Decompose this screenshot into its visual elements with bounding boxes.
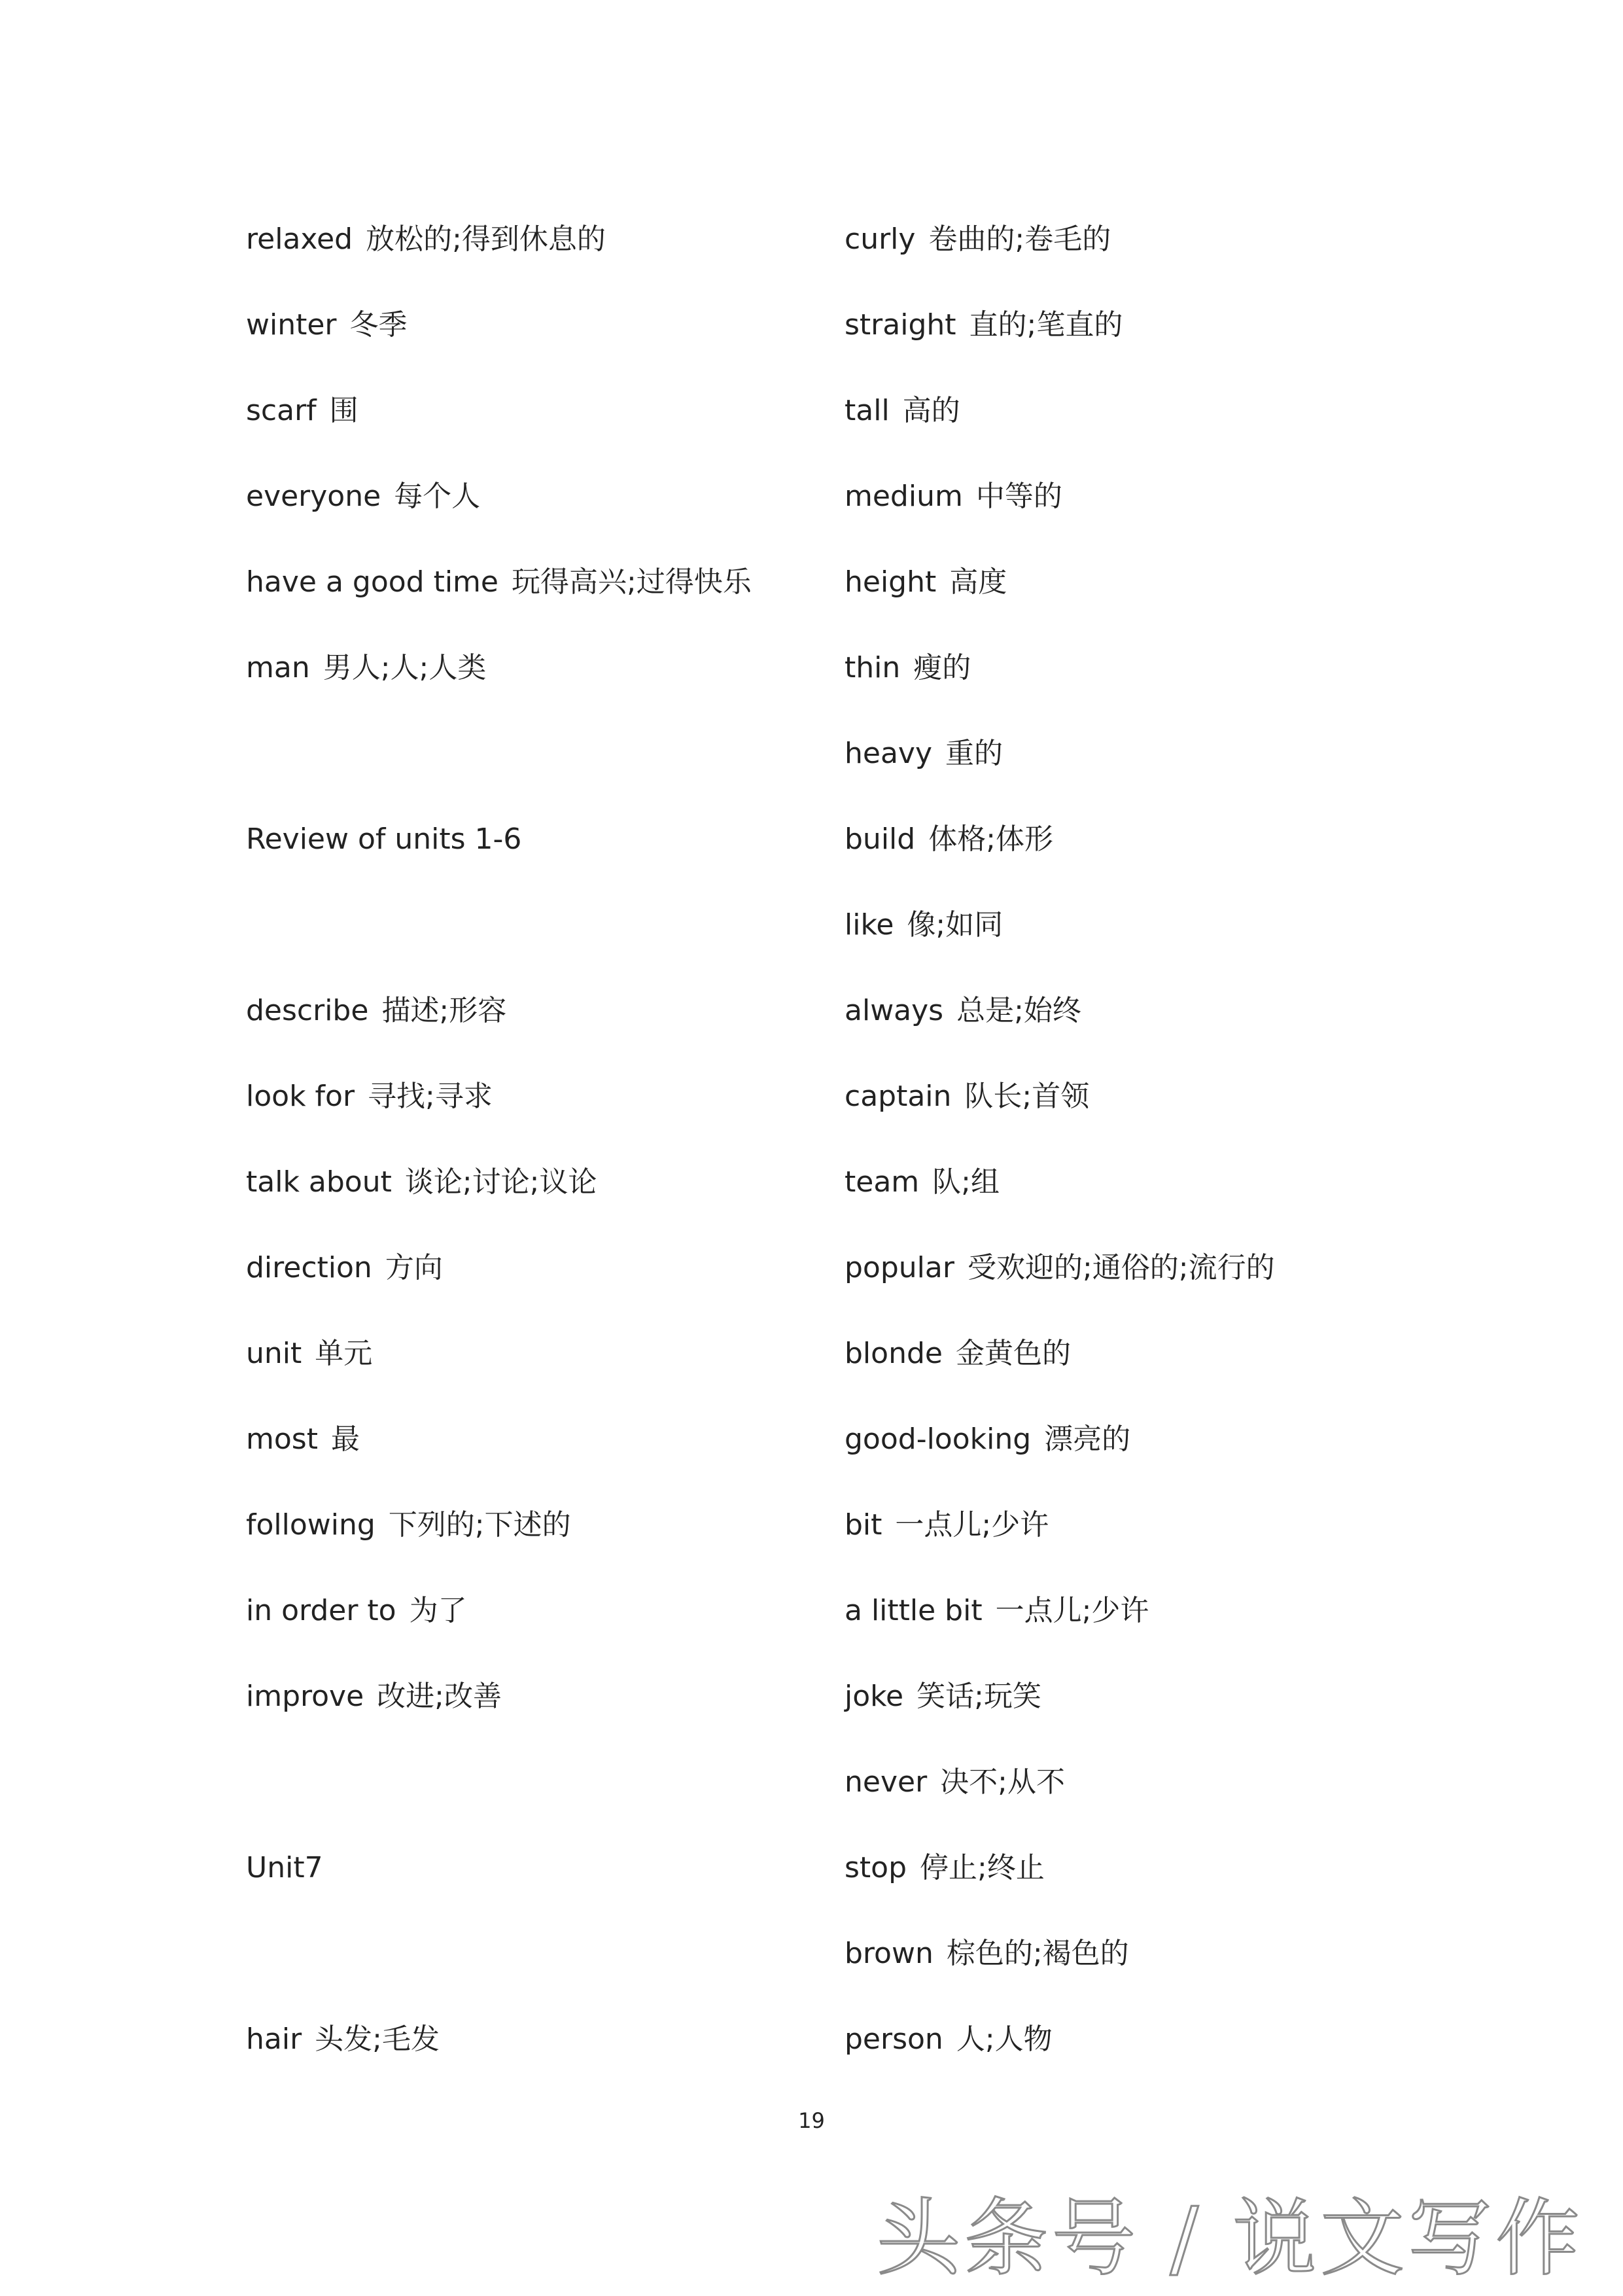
blank-line: [246, 1759, 822, 1845]
vocab-word: person: [845, 2022, 943, 2056]
blank-line: [246, 730, 822, 816]
vocab-meaning: 队;组: [932, 1165, 1000, 1199]
vocab-entry: [845, 1759, 1499, 1845]
vocab-word: curly: [845, 222, 916, 256]
vocab-meaning: 描述;形容: [381, 994, 507, 1027]
vocab-word: have a good time: [246, 565, 498, 599]
vocab-word: captain: [845, 1080, 952, 1113]
vocab-entry: [845, 473, 1499, 559]
vocab-word: improve: [246, 1680, 364, 1713]
vocab-meaning: 停止;终止: [920, 1851, 1045, 1884]
vocab-entry: [845, 1330, 1499, 1416]
vocab-meaning: 高度: [949, 565, 1007, 599]
vocab-meaning: 每个人: [394, 480, 481, 513]
vocab-word: a little bit: [845, 1594, 983, 1627]
page-number: 19: [798, 2108, 825, 2133]
vocab-meaning: 决不;从不: [940, 1765, 1065, 1799]
vocab-entry: [845, 816, 1499, 902]
vocab-entry: [246, 1673, 822, 1759]
watermark: 头条号 / 说文写作: [877, 2190, 1584, 2287]
vocab-meaning: 金黄色的: [955, 1337, 1071, 1370]
vocab-meaning: 为了: [409, 1594, 467, 1627]
vocab-entry: [246, 473, 822, 559]
vocab-meaning: 体格;体形: [928, 822, 1054, 856]
vocab-word: brown: [845, 1937, 934, 1970]
vocab-meaning: 寻找;寻求: [368, 1080, 493, 1113]
vocab-entry: [246, 1416, 822, 1502]
vocab-entry: [246, 987, 822, 1073]
vocab-meaning: 单元: [315, 1337, 373, 1370]
vocab-meaning: 队长;首领: [964, 1080, 1090, 1113]
vocab-entry: [845, 1587, 1499, 1673]
vocab-entry: [246, 1330, 822, 1416]
vocab-meaning: 直的;笔直的: [969, 308, 1123, 342]
vocab-meaning: 瘦的: [913, 651, 971, 684]
vocab-entry: [246, 387, 822, 473]
vocab-entry: [845, 1502, 1499, 1587]
vocabulary-list-right: [845, 216, 1499, 2102]
vocab-word: unit: [246, 1337, 302, 1370]
vocab-word: blonde: [845, 1337, 943, 1370]
vocab-word: like: [845, 908, 894, 942]
vocab-entry: [845, 302, 1499, 387]
vocab-word: in order to: [246, 1594, 396, 1627]
blank-line: [246, 902, 822, 987]
vocab-word: direction: [246, 1251, 372, 1284]
vocab-meaning: 漂亮的: [1044, 1422, 1131, 1456]
vocab-meaning: 一点儿;少许: [995, 1594, 1149, 1627]
vocab-word: thin: [845, 651, 901, 684]
vocab-entry: [246, 216, 822, 302]
vocab-meaning: 男人;人;人类: [323, 651, 487, 684]
vocab-meaning: 重的: [945, 737, 1003, 770]
vocab-word: hair: [246, 2022, 302, 2056]
vocab-entry: [246, 1502, 822, 1587]
vocab-word: winter: [246, 308, 337, 342]
vocab-entry: [845, 1159, 1499, 1245]
section-heading-text: Review of units 1-6: [246, 822, 522, 856]
vocab-entry: [246, 302, 822, 387]
vocab-meaning: 方向: [385, 1251, 443, 1284]
vocab-entry: [246, 645, 822, 730]
vocab-entry: [845, 2016, 1499, 2102]
section-heading: [246, 1845, 822, 1930]
vocab-meaning: 一点儿;少许: [895, 1508, 1049, 1542]
vocab-entry: [246, 1245, 822, 1330]
vocab-entry: [845, 1416, 1499, 1502]
vocab-meaning: 谈论;讨论;议论: [404, 1165, 597, 1199]
vocab-entry: [845, 1930, 1499, 2016]
section-heading: [246, 816, 822, 902]
vocab-word: team: [845, 1165, 920, 1199]
vocab-word: scarf: [246, 394, 317, 427]
vocab-entry: [845, 559, 1499, 645]
vocab-word: most: [246, 1422, 318, 1456]
vocab-word: everyone: [246, 480, 381, 513]
vocab-entry: [845, 1245, 1499, 1330]
vocab-entry: [845, 645, 1499, 730]
vocab-entry: [246, 559, 822, 645]
vocab-entry: [845, 216, 1499, 302]
vocab-meaning: 笑话;玩笑: [916, 1680, 1041, 1713]
vocab-entry: [845, 387, 1499, 473]
vocab-meaning: 冬季: [349, 308, 408, 342]
vocab-word: tall: [845, 394, 890, 427]
vocab-meaning: 人;人物: [956, 2022, 1053, 2056]
vocab-word: heavy: [845, 737, 932, 770]
vocab-meaning: 中等的: [975, 480, 1062, 513]
vocab-word: bit: [845, 1508, 882, 1542]
vocab-entry: [246, 1587, 822, 1673]
vocab-entry: [246, 2016, 822, 2102]
vocab-word: good-looking: [845, 1422, 1032, 1456]
vocab-meaning: 受欢迎的;通俗的;流行的: [967, 1251, 1275, 1284]
vocab-entry: [246, 1159, 822, 1245]
vocab-word: man: [246, 651, 310, 684]
vocab-word: stop: [845, 1851, 907, 1884]
vocab-word: talk about: [246, 1165, 392, 1199]
vocab-entry: [845, 987, 1499, 1073]
vocab-word: height: [845, 565, 937, 599]
vocab-word: look for: [246, 1080, 355, 1113]
vocab-entry: [845, 902, 1499, 987]
vocab-meaning: 总是;始终: [956, 994, 1081, 1027]
vocab-entry: [845, 1845, 1499, 1930]
section-heading-text: Unit7: [246, 1851, 323, 1884]
blank-line: [246, 1930, 822, 2016]
vocab-entry: [246, 1073, 822, 1159]
vocab-word: following: [246, 1508, 375, 1542]
vocab-word: build: [845, 822, 916, 856]
vocab-meaning: 改进;改善: [377, 1680, 502, 1713]
vocab-meaning: 像;如同: [907, 908, 1003, 942]
vocab-word: joke: [845, 1680, 904, 1713]
vocab-meaning: 最: [330, 1422, 360, 1456]
vocab-meaning: 棕色的;褐色的: [946, 1937, 1129, 1970]
vocab-meaning: 卷曲的;卷毛的: [928, 222, 1111, 256]
vocab-entry: [845, 730, 1499, 816]
vocab-entry: [845, 1073, 1499, 1159]
vocab-word: popular: [845, 1251, 954, 1284]
vocab-word: never: [845, 1765, 928, 1799]
vocab-meaning: 下列的;下述的: [388, 1508, 571, 1542]
vocab-meaning: 玩得高兴;过得快乐: [512, 565, 752, 599]
vocab-word: straight: [845, 308, 956, 342]
vocab-meaning: 高的: [902, 394, 960, 427]
vocabulary-list-left: [246, 216, 822, 2102]
vocab-meaning: 放松的;得到休息的: [366, 222, 606, 256]
vocab-word: describe: [246, 994, 369, 1027]
vocab-word: medium: [845, 480, 963, 513]
vocab-meaning: 头发;毛发: [315, 2022, 440, 2056]
vocab-word: relaxed: [246, 222, 353, 256]
vocab-entry: [845, 1673, 1499, 1759]
vocab-word: always: [845, 994, 944, 1027]
vocab-meaning: 围: [329, 394, 358, 427]
